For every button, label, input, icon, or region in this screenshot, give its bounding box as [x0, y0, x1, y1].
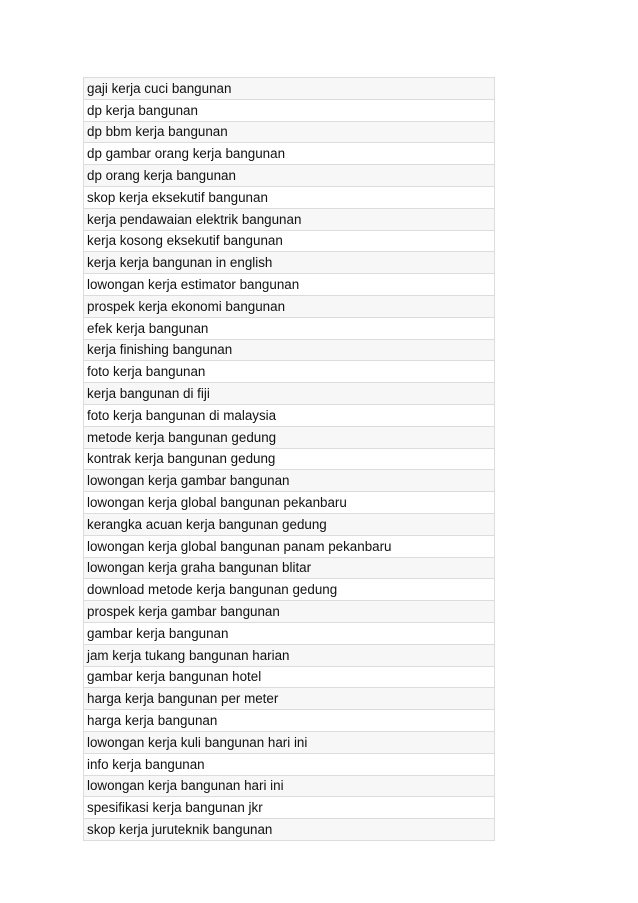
table-row	[84, 753, 495, 775]
table-cell: lowongan kerja gambar bangunan	[84, 470, 495, 492]
table-row	[84, 775, 495, 797]
table-cell: harga kerja bangunan per meter	[84, 688, 495, 710]
table-row	[84, 579, 495, 601]
table-cell: kontrak kerja bangunan gedung	[84, 448, 495, 470]
table-cell: gambar kerja bangunan	[84, 622, 495, 644]
keyword-table	[83, 77, 495, 841]
table-cell: skop kerja juruteknik bangunan	[84, 819, 495, 841]
table-row	[84, 78, 495, 100]
table-cell: prospek kerja ekonomi bangunan	[84, 295, 495, 317]
table-cell: kerja kerja bangunan in english	[84, 252, 495, 274]
table-row	[84, 186, 495, 208]
table-row	[84, 339, 495, 361]
table-row	[84, 688, 495, 710]
table-row	[84, 165, 495, 187]
table-cell: skop kerja eksekutif bangunan	[84, 186, 495, 208]
table-cell: dp gambar orang kerja bangunan	[84, 143, 495, 165]
table-cell: lowongan kerja estimator bangunan	[84, 274, 495, 296]
table-row	[84, 361, 495, 383]
table-row	[84, 143, 495, 165]
table-cell: info kerja bangunan	[84, 753, 495, 775]
table-cell: spesifikasi kerja bangunan jkr	[84, 797, 495, 819]
table-cell: download metode kerja bangunan gedung	[84, 579, 495, 601]
table-cell: lowongan kerja kuli bangunan hari ini	[84, 731, 495, 753]
keyword-table-body	[84, 78, 495, 841]
table-row	[84, 99, 495, 121]
table-cell: kerangka acuan kerja bangunan gedung	[84, 513, 495, 535]
table-cell: lowongan kerja global bangunan panam pekanbaru	[84, 535, 495, 557]
table-row	[84, 274, 495, 296]
table-cell: dp orang kerja bangunan	[84, 165, 495, 187]
table-cell: kerja bangunan di fiji	[84, 383, 495, 405]
table-row	[84, 426, 495, 448]
table-row	[84, 383, 495, 405]
table-cell: dp kerja bangunan	[84, 99, 495, 121]
table-row	[84, 819, 495, 841]
table-cell: gaji kerja cuci bangunan	[84, 78, 495, 100]
table-row	[84, 230, 495, 252]
table-row	[84, 710, 495, 732]
table-row	[84, 492, 495, 514]
table-cell: lowongan kerja global bangunan pekanbaru	[84, 492, 495, 514]
table-row	[84, 252, 495, 274]
table-cell: lowongan kerja graha bangunan blitar	[84, 557, 495, 579]
table-row	[84, 404, 495, 426]
table-row	[84, 208, 495, 230]
table-row	[84, 601, 495, 623]
table-cell: harga kerja bangunan	[84, 710, 495, 732]
table-row	[84, 731, 495, 753]
table-row	[84, 797, 495, 819]
table-row	[84, 513, 495, 535]
table-row	[84, 557, 495, 579]
table-row	[84, 448, 495, 470]
table-row	[84, 644, 495, 666]
table-cell: foto kerja bangunan di malaysia	[84, 404, 495, 426]
table-row	[84, 121, 495, 143]
table-row	[84, 470, 495, 492]
table-row	[84, 622, 495, 644]
table-row	[84, 535, 495, 557]
table-cell: dp bbm kerja bangunan	[84, 121, 495, 143]
table-cell: foto kerja bangunan	[84, 361, 495, 383]
table-cell: kerja pendawaian elektrik bangunan	[84, 208, 495, 230]
table-cell: kerja finishing bangunan	[84, 339, 495, 361]
table-cell: kerja kosong eksekutif bangunan	[84, 230, 495, 252]
table-cell: jam kerja tukang bangunan harian	[84, 644, 495, 666]
table-row	[84, 317, 495, 339]
table-cell: gambar kerja bangunan hotel	[84, 666, 495, 688]
table-cell: efek kerja bangunan	[84, 317, 495, 339]
table-cell: prospek kerja gambar bangunan	[84, 601, 495, 623]
table-cell: metode kerja bangunan gedung	[84, 426, 495, 448]
table-row	[84, 295, 495, 317]
table-cell: lowongan kerja bangunan hari ini	[84, 775, 495, 797]
table-row	[84, 666, 495, 688]
